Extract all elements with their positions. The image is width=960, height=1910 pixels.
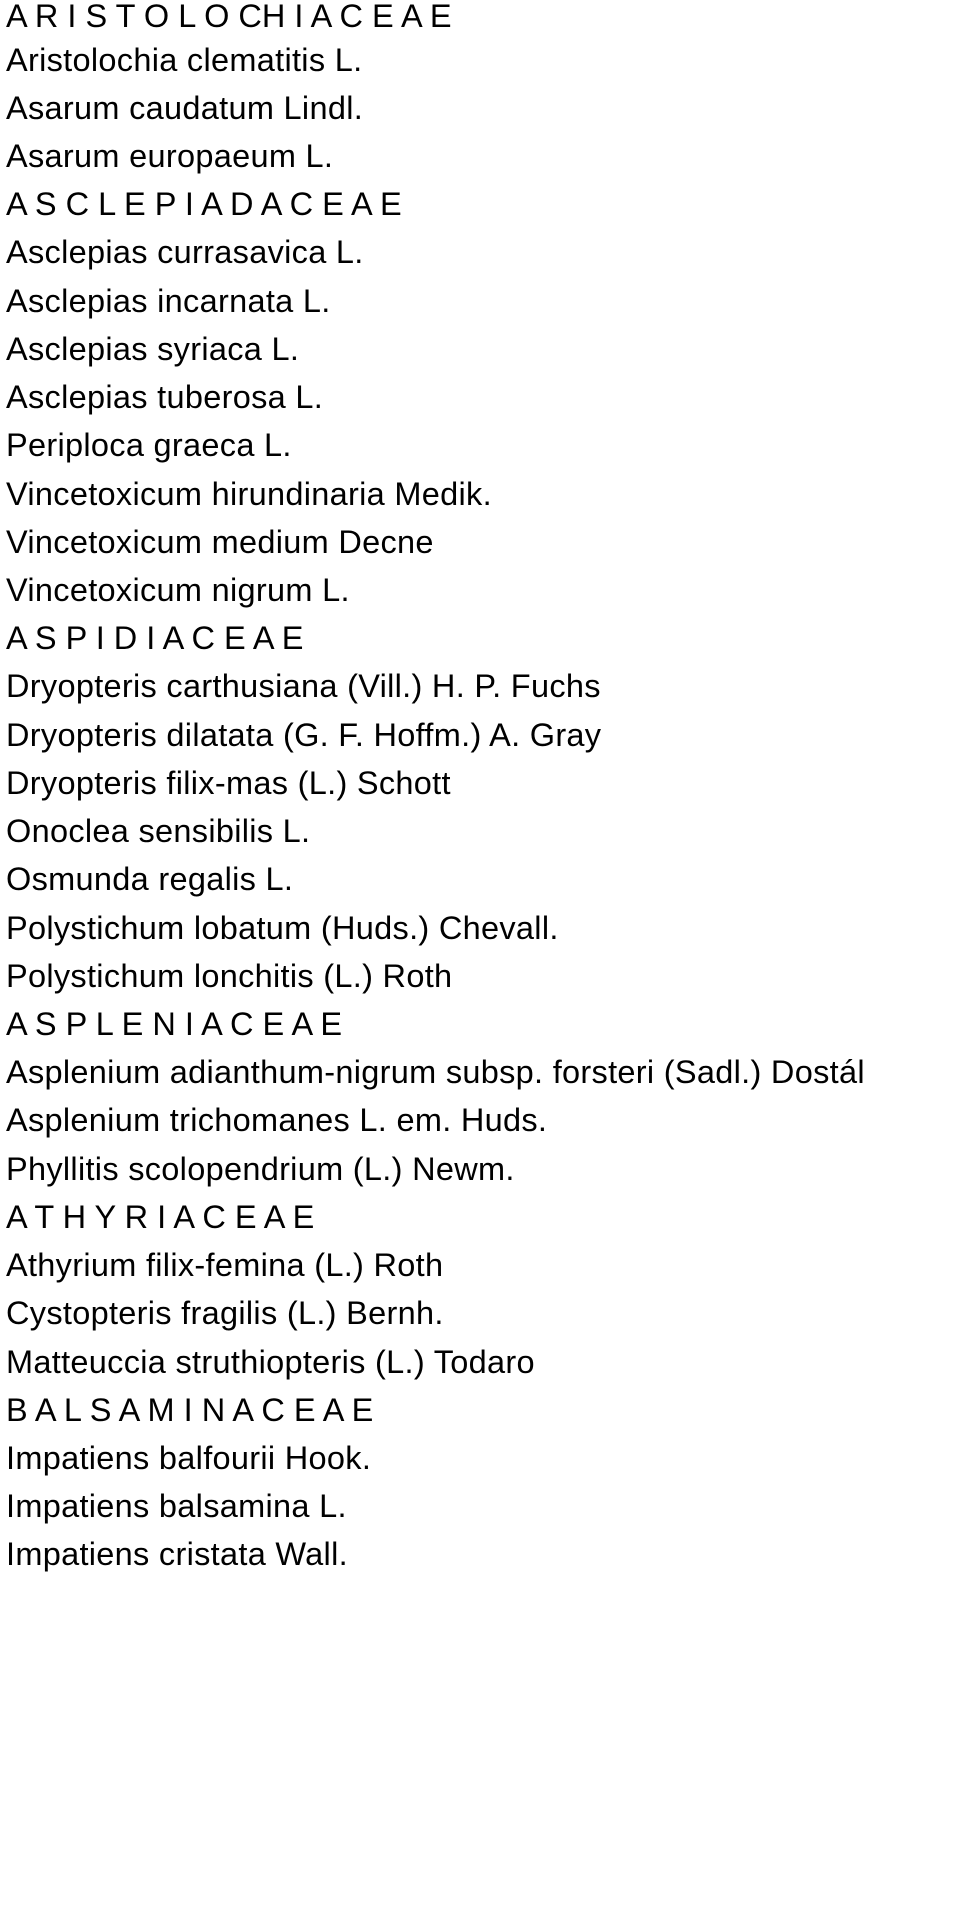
- species-entry: Matteuccia struthiopteris (L.) Todaro: [6, 1344, 535, 1380]
- species-entry: Impatiens balfourii Hook.: [6, 1440, 372, 1476]
- species-entry: Dryopteris dilatata (G. F. Hoffm.) A. Gray: [6, 717, 602, 753]
- family-heading: A R I S T O L O CH I A C E A E: [6, 0, 452, 34]
- species-entry: Polystichum lobatum (Huds.) Chevall.: [6, 910, 559, 946]
- species-entry: Asclepias syriaca L.: [6, 331, 300, 367]
- species-entry: Asclepias currasavica L.: [6, 234, 364, 270]
- species-entry: Dryopteris carthusiana (Vill.) H. P. Fuchs: [6, 668, 601, 704]
- family-heading: A S P I D I A C E A E: [6, 620, 304, 656]
- species-list: [6, 0, 956, 1910]
- species-entry: Vincetoxicum medium Decne: [6, 524, 434, 560]
- species-entry: Vincetoxicum nigrum L.: [6, 572, 350, 608]
- species-entry: Asarum europaeum L.: [6, 138, 334, 174]
- family-heading: A T H Y R I A C E A E: [6, 1199, 315, 1235]
- family-heading: B A L S A M I N A C E A E: [6, 1392, 374, 1428]
- species-entry: Phyllitis scolopendrium (L.) Newm.: [6, 1151, 515, 1187]
- species-entry: Athyrium filix-femina (L.) Roth: [6, 1247, 444, 1283]
- family-heading: A S P L E N I A C E A E: [6, 1006, 343, 1042]
- species-entry: Asarum caudatum Lindl.: [6, 90, 364, 126]
- species-entry: Polystichum lonchitis (L.) Roth: [6, 958, 453, 994]
- species-entry: Asclepias tuberosa L.: [6, 379, 324, 415]
- species-entry: Asplenium trichomanes L. em. Huds.: [6, 1102, 548, 1138]
- species-entry: Impatiens cristata Wall.: [6, 1536, 348, 1572]
- species-entry: Osmunda regalis L.: [6, 861, 294, 897]
- species-entry: Onoclea sensibilis L.: [6, 813, 311, 849]
- species-entry: Asclepias incarnata L.: [6, 283, 331, 319]
- family-heading: A S C L E P I A D A C E A E: [6, 186, 402, 222]
- species-entry: Asplenium adianthum-nigrum subsp. forsteri (Sadl.) Dostál: [6, 1054, 865, 1090]
- species-entry: Impatiens balsamina L.: [6, 1488, 347, 1524]
- species-entry: Cystopteris fragilis (L.) Bernh.: [6, 1295, 444, 1331]
- species-entry: Periploca graeca L.: [6, 427, 292, 463]
- species-entry: Aristolochia clematitis L.: [6, 42, 363, 78]
- species-entry: Vincetoxicum hirundinaria Medik.: [6, 476, 492, 512]
- species-entry: Dryopteris filix-mas (L.) Schott: [6, 765, 451, 801]
